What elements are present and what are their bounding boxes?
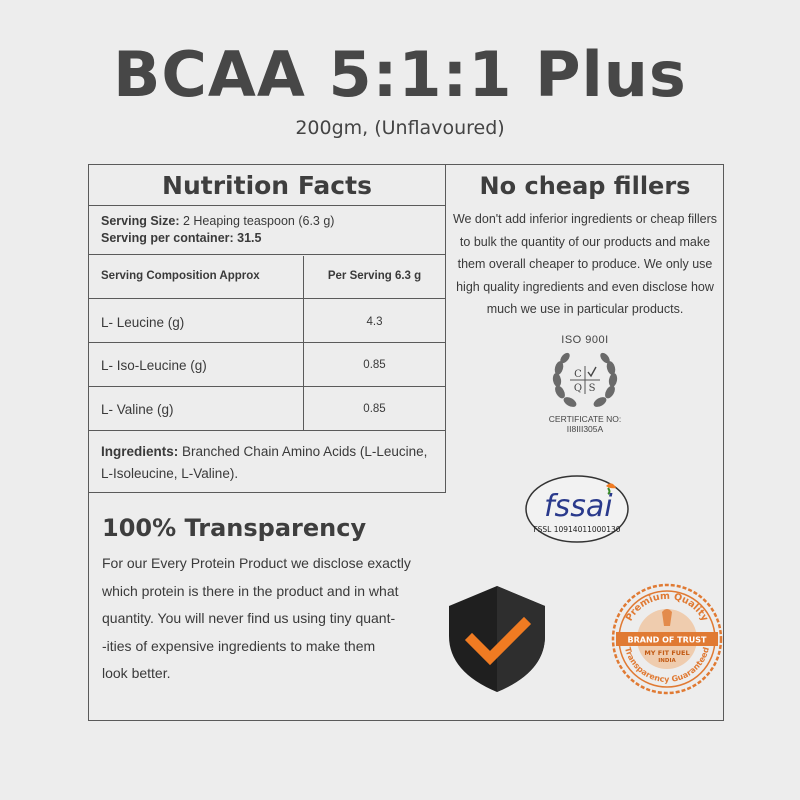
column-header-per-serving: Per Serving 6.3 g — [327, 270, 422, 282]
divider — [89, 205, 445, 206]
column-header-composition: Serving Composition Approx — [101, 270, 260, 282]
table-row — [89, 387, 445, 431]
fssai-oval-icon — [524, 474, 630, 544]
nutrition-facts-box — [88, 164, 446, 493]
badge-brand-text: MY FIT FUEL — [644, 649, 690, 657]
iso-certification — [520, 334, 650, 444]
page-title: BCAA 5:1:1 Plus — [113, 38, 687, 111]
fssai-wordmark: fssai — [544, 489, 613, 524]
certificate-number: II8III305A — [566, 424, 604, 434]
table-header-row — [89, 256, 445, 299]
badge-bottom-text: Transparency Guaranteed — [622, 646, 712, 685]
nutrient-name: L- Leucine (g) — [101, 315, 185, 330]
transparency-line: -ities of expensive ingredients to make them — [102, 637, 376, 654]
fssai-logo — [524, 474, 630, 544]
shield-check-icon — [446, 584, 548, 694]
fssai-license-number: FSSL 10914011000130 — [533, 525, 621, 534]
serving-size-label: Serving Size: — [101, 214, 180, 228]
transparency-title: 100% Transparency — [102, 514, 367, 542]
brand-of-trust-stamp-icon — [610, 582, 724, 696]
nutrient-value: 0.85 — [363, 359, 386, 371]
divider — [89, 254, 445, 255]
iso-laurel-seal-icon — [550, 348, 620, 412]
nutrient-name: L- Iso-Leucine (g) — [101, 358, 207, 373]
transparency-line: quantity. You will never find us using tiny quant- — [102, 610, 396, 626]
no-fillers-title: No cheap fillers — [479, 172, 691, 200]
badge-ribbon-text: BRAND OF TRUST — [627, 635, 707, 645]
seal-letter: C — [574, 369, 582, 380]
serving-size — [101, 213, 334, 230]
nutrition-facts-title: Nutrition Facts — [162, 171, 372, 200]
ingredients — [101, 441, 436, 485]
ingredients-value: Branched Chain Amino Acids (L-Leucine, L-Isoleucine, L-Valine). — [101, 444, 428, 481]
no-fillers-body: We don't add inferior ingredients or cheap fillers to bulk the quantity of our products and make them overall cheaper to produce. We only use high quality ingredients and even disclose how much we use in particular products. — [452, 212, 718, 316]
page-subtitle: 200gm, (Unflavoured) — [295, 117, 505, 139]
transparency-line: which protein is there in the product and in what — [102, 582, 399, 599]
transparency-body — [102, 550, 422, 688]
nutrient-value: 4.3 — [366, 316, 383, 328]
ingredients-label: Ingredients: — [101, 444, 179, 459]
seal-letter: Q — [573, 383, 583, 394]
serving-info — [101, 213, 334, 247]
nutrient-value: 0.85 — [363, 403, 386, 415]
badge-country-text: INDIA — [658, 658, 676, 664]
badge-top-text: Premium Quality — [623, 590, 711, 624]
table-row — [89, 343, 445, 387]
transparency-line: look better. — [102, 665, 171, 681]
nutrient-name: L- Valine (g) — [101, 402, 174, 417]
transparency-line: For our Every Protein Product we disclose exactly — [102, 555, 411, 571]
seal-letter: S — [588, 383, 596, 394]
iso-certificate — [520, 414, 650, 434]
certificate-label: CERTIFICATE NO: — [548, 414, 622, 424]
servings-per-container: Serving per container: 31.5 — [101, 231, 262, 245]
serving-size-value: 2 Heaping teaspoon (6.3 g) — [179, 214, 335, 228]
table-row — [89, 299, 445, 343]
iso-title: ISO 900I — [561, 334, 609, 346]
